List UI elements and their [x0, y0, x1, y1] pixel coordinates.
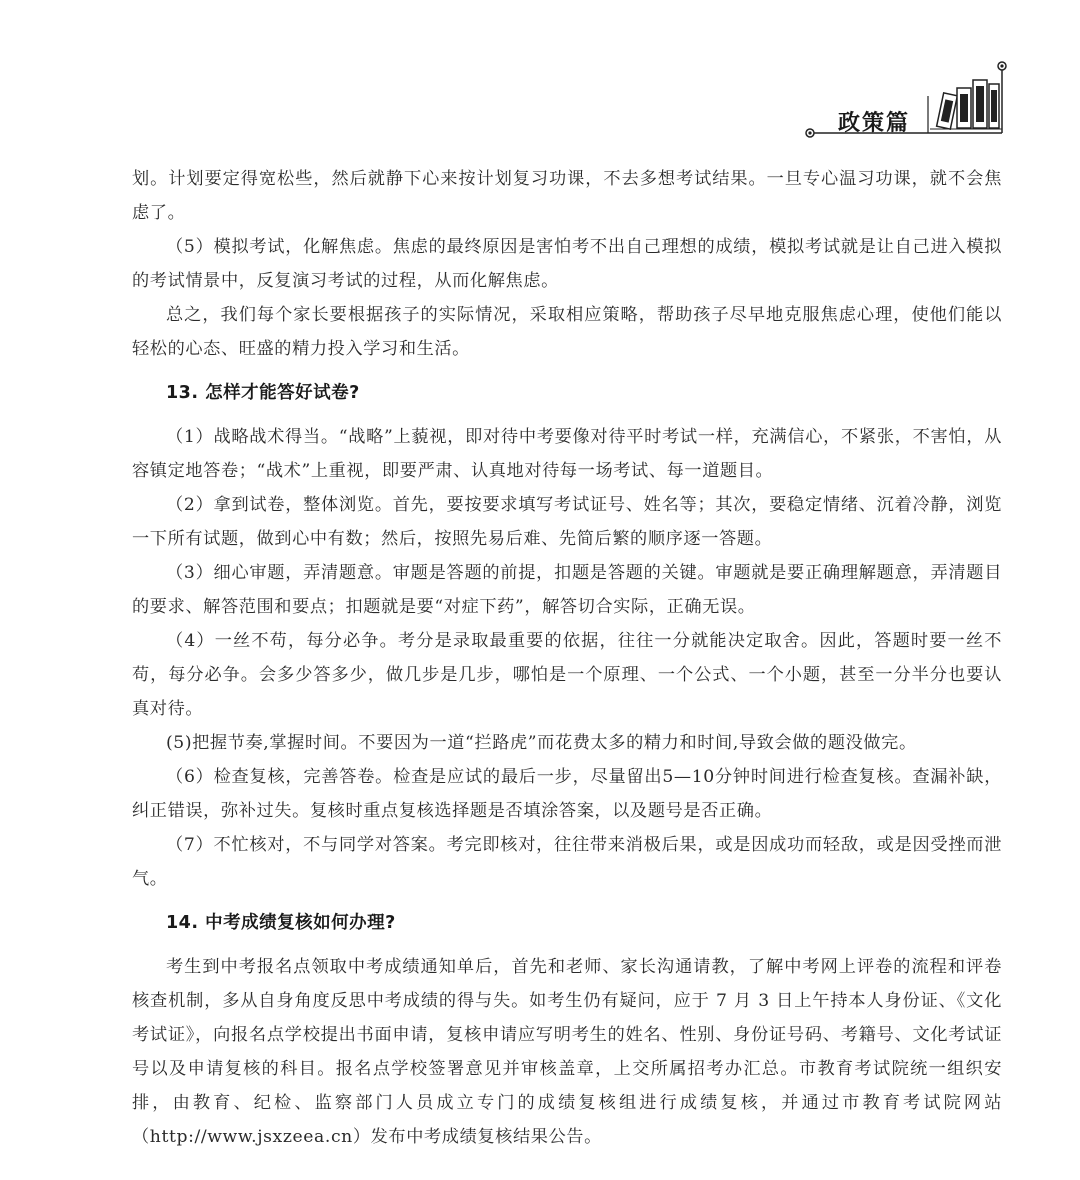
list-item: （4）一丝不苟，每分必争。考分是录取最重要的依据，往往一分就能决定取舍。因此，答题时要一丝不苟，每分必争。会多少答多少，做几步是几步，哪怕是一个原理、一个公式、一个小题，甚至一分半分也要认真对待。	[132, 631, 1002, 719]
list-item: （3）细心审题，弄清题意。审题是答题的前提，扣题是答题的关键。审题就是要正确理解题意，弄清题目的要求、解答范围和要点；扣题就是要“对症下药”，解答切合实际，正确无误。	[132, 563, 1002, 617]
paragraph: 考生到中考报名点领取中考成绩通知单后，首先和老师、家长沟通请教，了解中考网上评卷的流程和评卷核查机制，多从自身角度反思中考成绩的得与失。如考生仍有疑问，应于 7 月 3 日上午持本人身份证、《文化考试证》，向报名点学校提出书面申请，复核申请应写明考生的姓名、性别、身份证号码、考籍号、文化考试证号以及申请复核的科目。报名点学校签署意见并审核盖章，上交所属招考办汇总。市教育考试院统一组织安排，由教育、纪检、监察部门人员成立专门的成绩复核组进行成绩复核，并通过市教育考试院网站（http://www.jsxzeea.cn）发布中考成绩复核结果公告。	[132, 957, 1002, 1147]
list-item: (5)把握节奏,掌握时间。不要因为一道“拦路虎”而花费太多的精力和时间,导致会做的题没做完。	[166, 733, 917, 753]
list-item: （1）战略战术得当。“战略”上藐视，即对待中考要像对待平时考试一样，充满信心，不紧张，不害怕，从容镇定地答卷；“战术”上重视，即要严肃、认真地对待每一场考试、每一道题目。	[132, 427, 1002, 481]
page-header	[0, 0, 1080, 150]
paragraph: 总之，我们每个家长要根据孩子的实际情况，采取相应策略，帮助孩子尽早地克服焦虑心理，使他们能以轻松的心态、旺盛的精力投入学习和生活。	[132, 305, 1002, 359]
list-item: （6）检查复核，完善答卷。检查是应试的最后一步，尽量留出5—10分钟时间进行检查复核。查漏补缺，纠正错误，弥补过失。复核时重点复核选择题是否填涂答案，以及题号是否正确。	[132, 767, 1002, 821]
section-title: 政策篇	[838, 110, 911, 136]
bookshelf-icon	[0, 0, 1080, 150]
paragraph: 划。计划要定得宽松些，然后就静下心来按计划复习功课，不去多想考试结果。一旦专心温习功课，就不会焦虑了。	[132, 169, 1002, 223]
paragraph: （5）模拟考试，化解焦虑。焦虑的最终原因是害怕考不出自己理想的成绩，模拟考试就是让自己进入模拟的考试情景中，反复演习考试的过程，从而化解焦虑。	[132, 237, 1002, 291]
list-item: （2）拿到试卷，整体浏览。首先，要按要求填写考试证号、姓名等；其次，要稳定情绪、沉着冷静，浏览一下所有试题，做到心中有数；然后，按照先易后难、先简后繁的顺序逐一答题。	[132, 495, 1002, 549]
list-item: （7）不忙核对，不与同学对答案。考完即核对，往往带来消极后果，或是因成功而轻敌，或是因受挫而泄气。	[132, 835, 1002, 889]
question-heading: 13. 怎样才能答好试卷?	[166, 383, 360, 403]
page-body	[132, 162, 1002, 1154]
question-heading: 14. 中考成绩复核如何办理?	[166, 913, 396, 933]
